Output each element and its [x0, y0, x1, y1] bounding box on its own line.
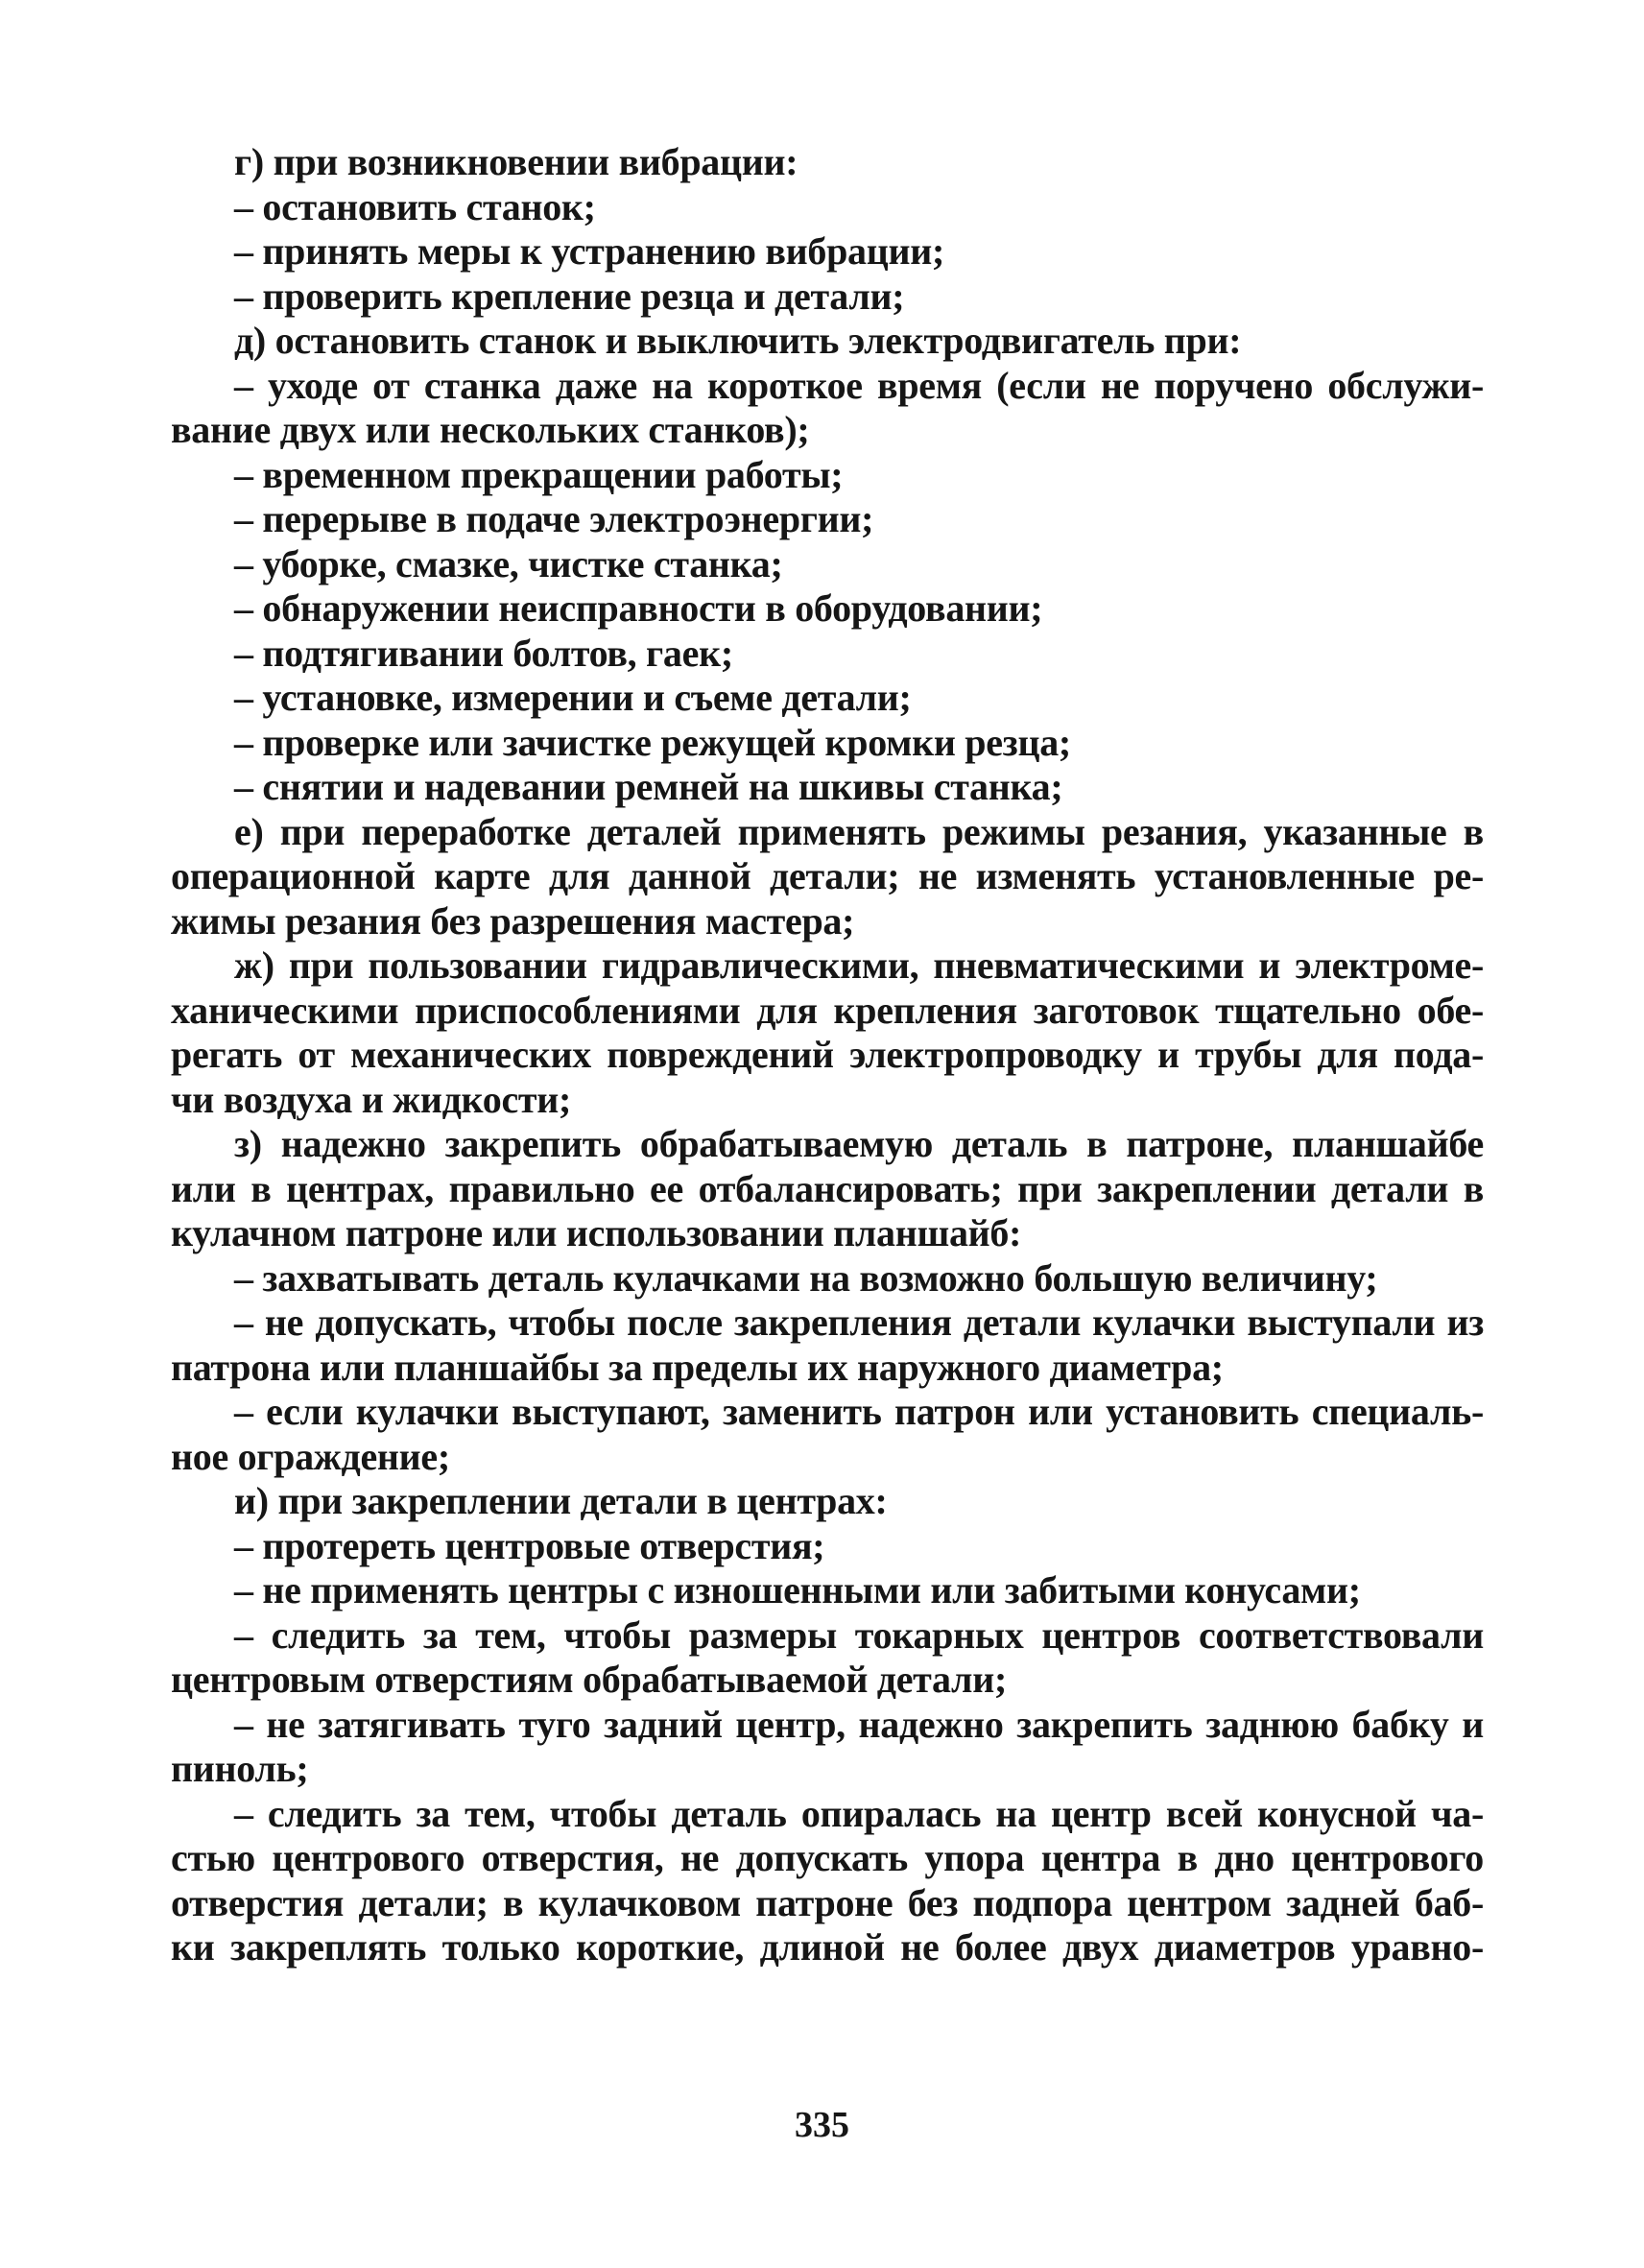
text-line: – не затягивать туго задний центр, надежно закрепить заднюю бабку и: [234, 1702, 1484, 1746]
text-line: – проверке или зачистке режущей кромки резца;: [234, 720, 1071, 764]
text-line: – временном прекращении работы;: [234, 452, 844, 496]
text-line: – не применять центры с изношенными или забитыми конусами;: [234, 1568, 1361, 1611]
text-line: ханическими приспособлениями для крепления заготовок тщательно обе-: [171, 988, 1484, 1032]
text-line: – снятии и надевании ремней на шкивы станка;: [234, 765, 1063, 808]
text-line: – если кулачки выступают, заменить патрон или установить специаль-: [234, 1390, 1484, 1433]
text-line: – уходе от станка даже на короткое время (если не поручено обслужи-: [234, 363, 1484, 407]
text-line: и) при закреплении детали в центрах:: [234, 1479, 888, 1522]
text-line: ное ограждение;: [171, 1434, 450, 1478]
text-line: операционной карте для данной детали; не изменять установленные ре-: [171, 854, 1484, 897]
text-line: – проверить крепление резца и детали;: [234, 274, 905, 318]
text-line: – перерыве в подаче электроэнергии;: [234, 497, 874, 540]
text-line: з) надежно закрепить обрабатываемую деталь в патроне, планшайбе: [234, 1122, 1484, 1165]
text-line: жимы резания без разрешения мастера;: [171, 898, 855, 943]
text-line: вание двух или нескольких станков);: [171, 408, 810, 451]
text-line: – не допускать, чтобы после закрепления детали кулачки выступали из: [234, 1301, 1484, 1344]
text-line: – обнаружении неисправности в оборудовании;: [234, 586, 1043, 630]
text-line: пиноль;: [171, 1747, 309, 1790]
text-line: ки закреплять только короткие, длиной не более двух диаметров уравно-: [171, 1925, 1484, 1969]
text-line: кулачном патроне или использовании планшайб:: [171, 1211, 1022, 1254]
text-line: – следить за тем, чтобы размеры токарных центров соответствовали: [234, 1612, 1484, 1657]
text-line: стью центрового отверстия, не допускать упора центра в дно центрового: [171, 1836, 1484, 1879]
text-line: центровым отверстиям обрабатываемой детали;: [171, 1658, 1007, 1701]
text-line: регать от механических повреждений электропроводку и трубы для пода-: [171, 1033, 1484, 1076]
text-line: чи воздуха и жидкости;: [171, 1077, 572, 1121]
text-line: е) при переработке деталей применять режимы резания, указанные в: [234, 809, 1484, 853]
text-line: – подтягивании болтов, гаек;: [234, 631, 733, 675]
text-line: д) остановить станок и выключить электродвигатель при:: [234, 319, 1242, 362]
text-line: ж) при пользовании гидравлическими, пневматическими и электроме-: [234, 943, 1484, 987]
text-line: – уборке, смазке, чистке станка;: [234, 541, 783, 585]
text-line: или в центрах, правильно ее отбалансировать; при закреплении детали в: [171, 1166, 1484, 1210]
text-line: – захватывать деталь кулачками на возможно большую величину;: [234, 1255, 1378, 1300]
text-line: – протереть центровые отверстия;: [234, 1523, 825, 1567]
text-line: отверстия детали; в кулачковом патроне без подпора центром задней баб-: [171, 1880, 1484, 1924]
text-line: – следить за тем, чтобы деталь опиралась на центр всей конусной ча-: [234, 1791, 1484, 1835]
text-line: – принять меры к устранению вибрации;: [234, 229, 944, 273]
text-line: патрона или планшайбы за пределы их наружного диаметра;: [171, 1345, 1224, 1389]
page-number: 335: [795, 2105, 849, 2145]
body-text: [171, 140, 1484, 1970]
text-line: – установке, измерении и съеме детали;: [234, 676, 912, 719]
text-line: г) при возникновении вибрации:: [234, 140, 798, 183]
text-line: – остановить станок;: [234, 184, 596, 228]
